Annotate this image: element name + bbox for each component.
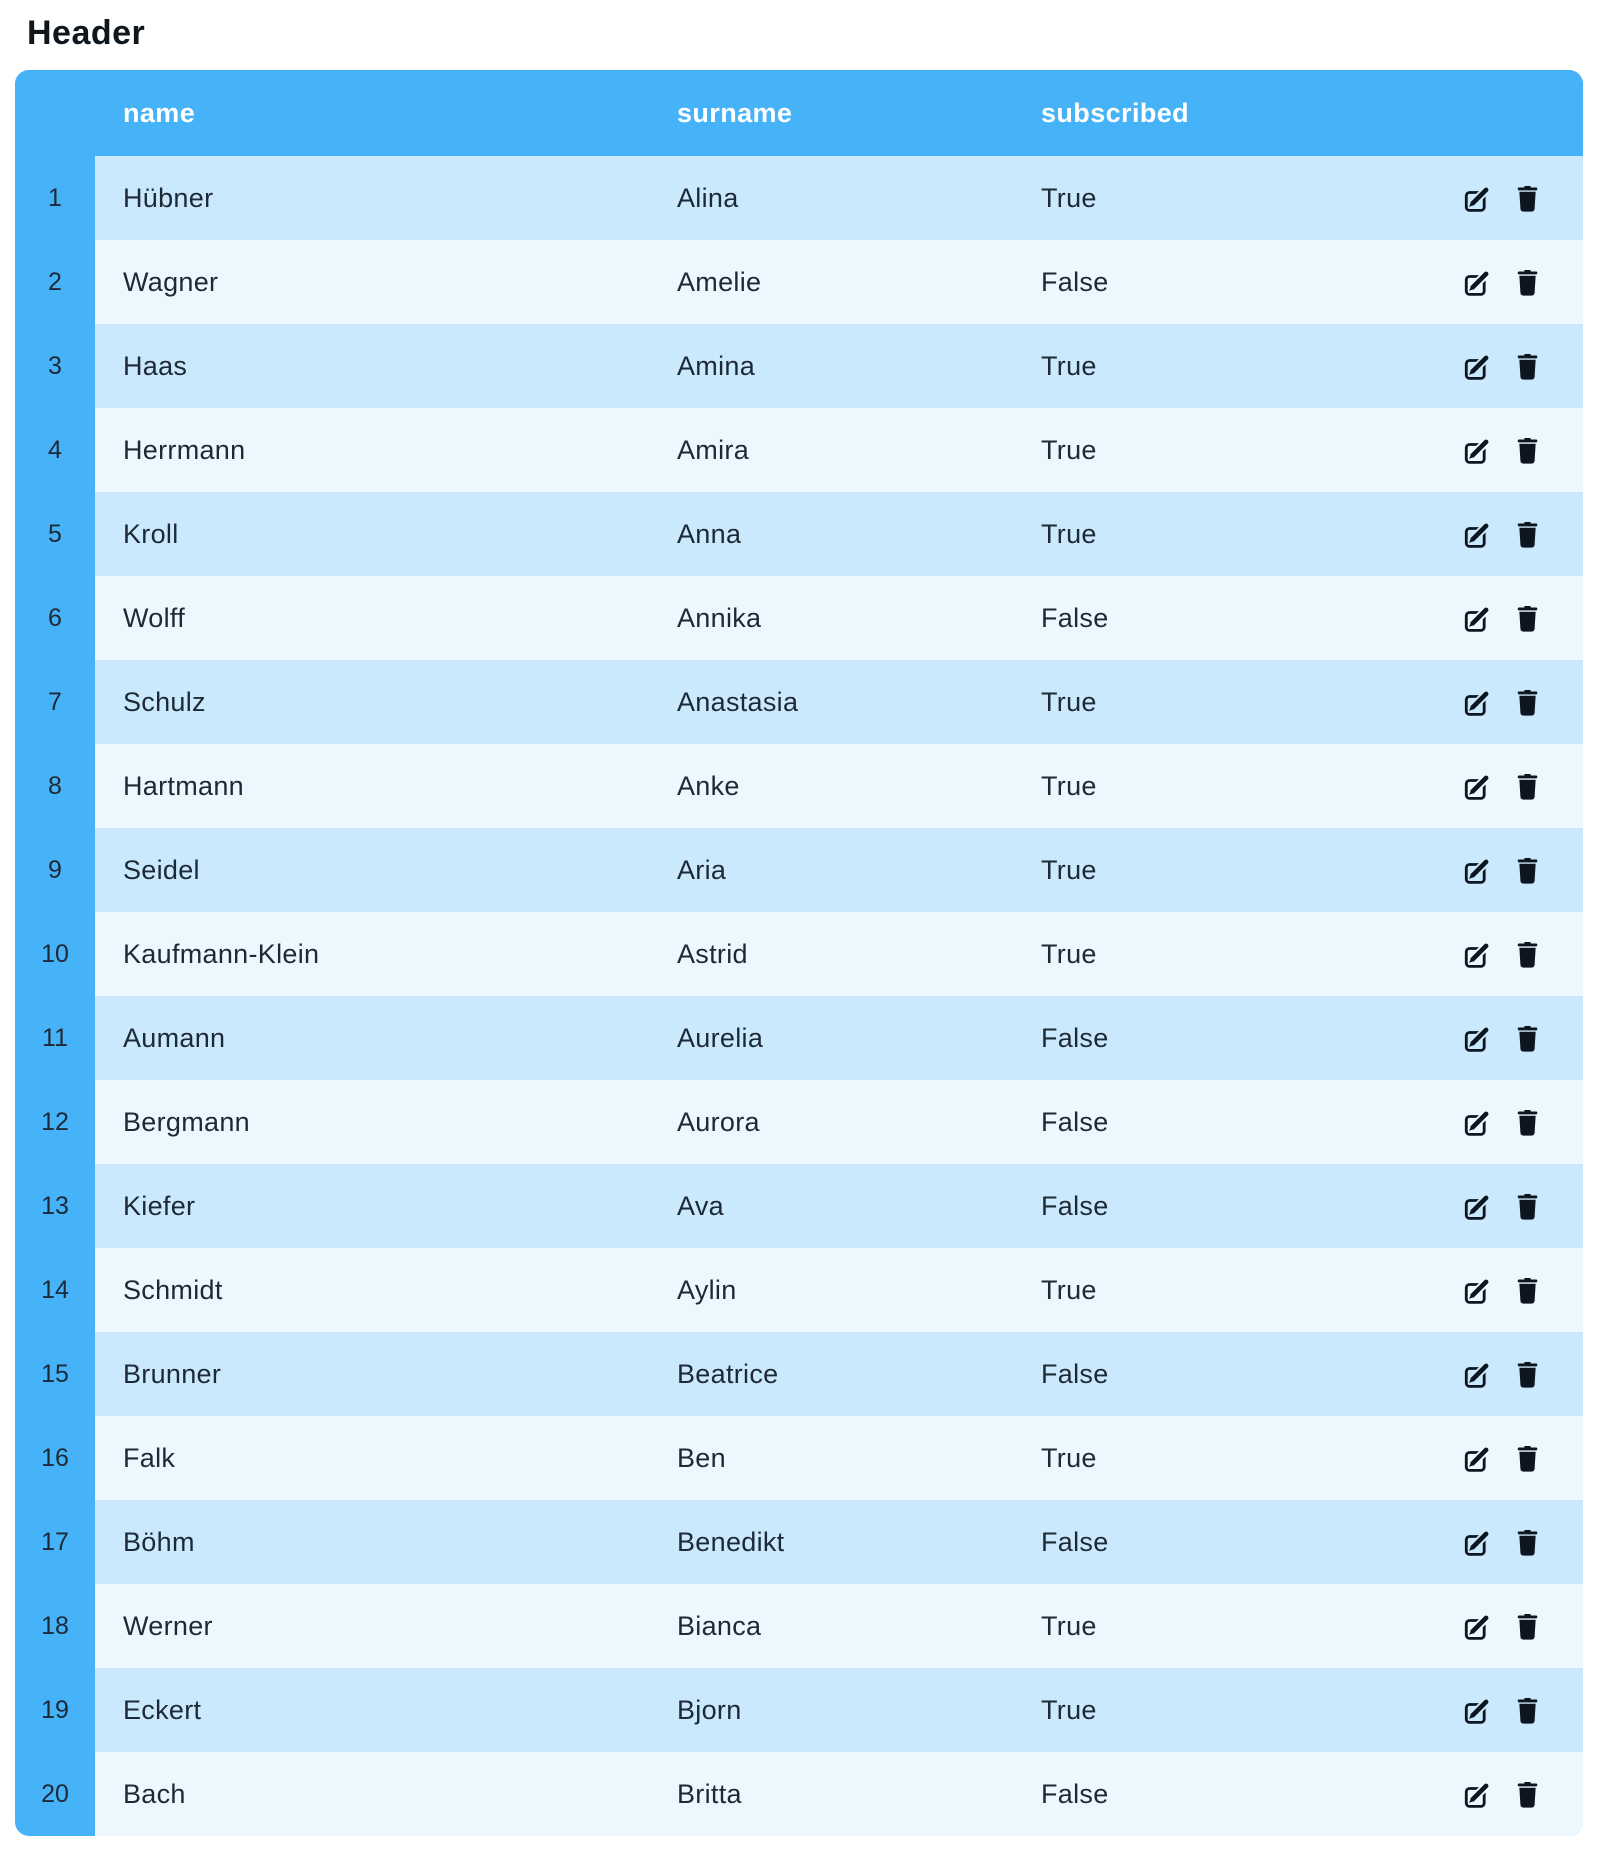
edit-button[interactable] bbox=[1463, 1360, 1492, 1389]
row-actions bbox=[1439, 1584, 1583, 1668]
row-body bbox=[95, 1752, 1583, 1836]
edit-button[interactable] bbox=[1463, 520, 1492, 549]
cell-surname: Aria bbox=[677, 854, 727, 885]
cell-subscribed: True bbox=[1041, 1694, 1097, 1725]
row-actions bbox=[1439, 324, 1583, 408]
row-body bbox=[95, 324, 1583, 408]
edit-icon bbox=[1463, 1276, 1492, 1305]
delete-button[interactable] bbox=[1514, 856, 1541, 885]
cell-subscribed: True bbox=[1041, 1610, 1097, 1641]
table-row bbox=[15, 492, 1583, 576]
edit-icon bbox=[1463, 436, 1492, 465]
row-actions bbox=[1439, 408, 1583, 492]
delete-button[interactable] bbox=[1514, 1696, 1541, 1725]
trash-icon bbox=[1514, 268, 1541, 297]
column-header-subscribed: subscribed bbox=[1041, 97, 1190, 128]
row-actions bbox=[1439, 156, 1583, 240]
delete-button[interactable] bbox=[1514, 436, 1541, 465]
cell-subscribed: True bbox=[1041, 854, 1097, 885]
edit-icon bbox=[1463, 1360, 1492, 1389]
trash-icon bbox=[1514, 1780, 1541, 1809]
edit-button[interactable] bbox=[1463, 1696, 1492, 1725]
cell-surname: Bjorn bbox=[677, 1694, 742, 1725]
edit-icon bbox=[1463, 688, 1492, 717]
row-number: 3 bbox=[48, 351, 62, 380]
cell-surname: Anna bbox=[677, 518, 742, 549]
edit-button[interactable] bbox=[1463, 352, 1492, 381]
edit-button[interactable] bbox=[1463, 268, 1492, 297]
cell-name: Falk bbox=[123, 1442, 176, 1473]
cell-subscribed: False bbox=[1041, 1778, 1109, 1809]
trash-icon bbox=[1514, 1360, 1541, 1389]
cell-subscribed: False bbox=[1041, 1358, 1109, 1389]
trash-icon bbox=[1514, 1444, 1541, 1473]
delete-button[interactable] bbox=[1514, 1528, 1541, 1557]
page-title: Header bbox=[27, 14, 146, 52]
row-number: 10 bbox=[41, 939, 69, 968]
row-body bbox=[95, 1248, 1583, 1332]
cell-name: Schmidt bbox=[123, 1274, 223, 1305]
table-row bbox=[15, 1416, 1583, 1500]
cell-subscribed: False bbox=[1041, 602, 1109, 633]
row-number: 6 bbox=[48, 603, 62, 632]
row-body bbox=[95, 1080, 1583, 1164]
cell-name: Haas bbox=[123, 350, 188, 381]
cell-surname: Amelie bbox=[677, 266, 762, 297]
cell-name: Kaufmann-Klein bbox=[123, 938, 320, 969]
row-number: 19 bbox=[41, 1695, 69, 1724]
row-body bbox=[95, 828, 1583, 912]
table-row bbox=[15, 156, 1583, 240]
column-header-name: name bbox=[123, 97, 196, 128]
delete-button[interactable] bbox=[1514, 1780, 1541, 1809]
table-row bbox=[15, 660, 1583, 744]
row-number: 2 bbox=[48, 267, 62, 296]
row-number: 14 bbox=[41, 1275, 69, 1304]
edit-button[interactable] bbox=[1463, 940, 1492, 969]
cell-surname: Amira bbox=[677, 434, 750, 465]
row-actions bbox=[1439, 828, 1583, 912]
delete-button[interactable] bbox=[1514, 940, 1541, 969]
trash-icon bbox=[1514, 184, 1541, 213]
row-body bbox=[95, 156, 1583, 240]
edit-button[interactable] bbox=[1463, 184, 1492, 213]
row-number: 1 bbox=[48, 183, 62, 212]
cell-name: Eckert bbox=[123, 1694, 202, 1725]
cell-surname: Ava bbox=[677, 1190, 724, 1221]
cell-name: Brunner bbox=[123, 1358, 222, 1389]
cell-name: Böhm bbox=[123, 1526, 195, 1557]
table-row bbox=[15, 1584, 1583, 1668]
cell-name: Herrmann bbox=[123, 434, 246, 465]
trash-icon bbox=[1514, 772, 1541, 801]
cell-surname: Benedikt bbox=[677, 1526, 785, 1557]
cell-name: Hartmann bbox=[123, 770, 244, 801]
row-actions bbox=[1439, 912, 1583, 996]
cell-surname: Anke bbox=[677, 770, 740, 801]
row-number: 11 bbox=[42, 1023, 68, 1052]
edit-icon bbox=[1463, 1024, 1492, 1053]
row-number: 17 bbox=[41, 1527, 69, 1556]
cell-surname: Ben bbox=[677, 1442, 726, 1473]
trash-icon bbox=[1514, 352, 1541, 381]
row-actions bbox=[1439, 1752, 1583, 1836]
row-body bbox=[95, 912, 1583, 996]
row-number: 18 bbox=[41, 1611, 69, 1640]
cell-name: Bach bbox=[123, 1778, 186, 1809]
table-row bbox=[15, 1164, 1583, 1248]
cell-surname: Anastasia bbox=[677, 686, 799, 717]
delete-button[interactable] bbox=[1514, 604, 1541, 633]
trash-icon bbox=[1514, 1108, 1541, 1137]
cell-name: Wagner bbox=[123, 266, 219, 297]
row-body bbox=[95, 1164, 1583, 1248]
edit-button[interactable] bbox=[1463, 1444, 1492, 1473]
row-actions bbox=[1439, 996, 1583, 1080]
cell-subscribed: False bbox=[1041, 1526, 1109, 1557]
cell-name: Aumann bbox=[123, 1022, 226, 1053]
row-actions bbox=[1439, 576, 1583, 660]
delete-button[interactable] bbox=[1514, 352, 1541, 381]
trash-icon bbox=[1514, 1192, 1541, 1221]
row-actions bbox=[1439, 1164, 1583, 1248]
cell-subscribed: True bbox=[1041, 182, 1097, 213]
cell-surname: Amina bbox=[677, 350, 756, 381]
row-actions bbox=[1439, 1248, 1583, 1332]
cell-surname: Bianca bbox=[677, 1610, 762, 1641]
delete-button[interactable] bbox=[1514, 1276, 1541, 1305]
cell-subscribed: True bbox=[1041, 1274, 1097, 1305]
edit-button[interactable] bbox=[1463, 856, 1492, 885]
row-body bbox=[95, 492, 1583, 576]
trash-icon bbox=[1514, 1024, 1541, 1053]
table-row bbox=[15, 828, 1583, 912]
row-number: 20 bbox=[41, 1779, 69, 1808]
table-row bbox=[15, 576, 1583, 660]
row-number: 15 bbox=[41, 1359, 69, 1388]
delete-button[interactable] bbox=[1514, 1108, 1541, 1137]
row-number: 12 bbox=[41, 1107, 69, 1136]
row-body bbox=[95, 576, 1583, 660]
table-header-row bbox=[15, 70, 1583, 156]
trash-icon bbox=[1514, 1612, 1541, 1641]
cell-subscribed: False bbox=[1041, 1190, 1109, 1221]
table-row bbox=[15, 1248, 1583, 1332]
edit-icon bbox=[1463, 856, 1492, 885]
trash-icon bbox=[1514, 856, 1541, 885]
row-body bbox=[95, 1332, 1583, 1416]
edit-icon bbox=[1463, 604, 1492, 633]
row-actions bbox=[1439, 744, 1583, 828]
row-number: 9 bbox=[48, 855, 62, 884]
table-row bbox=[15, 1500, 1583, 1584]
cell-surname: Aurora bbox=[677, 1106, 760, 1137]
cell-surname: Annika bbox=[677, 602, 762, 633]
edit-icon bbox=[1463, 1444, 1492, 1473]
trash-icon bbox=[1514, 604, 1541, 633]
edit-button[interactable] bbox=[1463, 1024, 1492, 1053]
cell-name: Kiefer bbox=[123, 1190, 196, 1221]
cell-subscribed: True bbox=[1041, 518, 1097, 549]
edit-button[interactable] bbox=[1463, 1276, 1492, 1305]
cell-subscribed: True bbox=[1041, 686, 1097, 717]
row-actions bbox=[1439, 1332, 1583, 1416]
delete-button[interactable] bbox=[1514, 1360, 1541, 1389]
cell-surname: Beatrice bbox=[677, 1358, 779, 1389]
cell-surname: Britta bbox=[677, 1778, 742, 1809]
table-row bbox=[15, 324, 1583, 408]
cell-subscribed: True bbox=[1041, 434, 1097, 465]
delete-button[interactable] bbox=[1514, 1024, 1541, 1053]
trash-icon bbox=[1514, 1696, 1541, 1725]
row-body bbox=[95, 1668, 1583, 1752]
edit-button[interactable] bbox=[1463, 1528, 1492, 1557]
edit-button[interactable] bbox=[1463, 1612, 1492, 1641]
cell-surname: Aylin bbox=[677, 1274, 737, 1305]
edit-button[interactable] bbox=[1463, 772, 1492, 801]
cell-surname: Alina bbox=[677, 182, 739, 213]
cell-surname: Astrid bbox=[677, 938, 748, 969]
edit-icon bbox=[1463, 1612, 1492, 1641]
row-number: 5 bbox=[48, 519, 62, 548]
row-body bbox=[95, 744, 1583, 828]
delete-button[interactable] bbox=[1514, 1612, 1541, 1641]
delete-button[interactable] bbox=[1514, 1444, 1541, 1473]
edit-icon bbox=[1463, 520, 1492, 549]
edit-button[interactable] bbox=[1463, 1192, 1492, 1221]
trash-icon bbox=[1514, 520, 1541, 549]
row-number: 7 bbox=[48, 687, 62, 716]
cell-subscribed: True bbox=[1041, 938, 1097, 969]
edit-button[interactable] bbox=[1463, 1108, 1492, 1137]
row-actions bbox=[1439, 1668, 1583, 1752]
edit-icon bbox=[1463, 184, 1492, 213]
edit-icon bbox=[1463, 1192, 1492, 1221]
edit-button[interactable] bbox=[1463, 604, 1492, 633]
row-body bbox=[95, 240, 1583, 324]
cell-subscribed: False bbox=[1041, 1022, 1109, 1053]
cell-name: Werner bbox=[123, 1610, 213, 1641]
edit-icon bbox=[1463, 1696, 1492, 1725]
row-body bbox=[95, 660, 1583, 744]
row-body bbox=[95, 1584, 1583, 1668]
edit-icon bbox=[1463, 772, 1492, 801]
cell-name: Schulz bbox=[123, 686, 206, 717]
row-actions bbox=[1439, 1080, 1583, 1164]
cell-name: Wolff bbox=[123, 602, 186, 633]
row-number: 16 bbox=[41, 1443, 69, 1472]
row-actions bbox=[1439, 240, 1583, 324]
row-actions bbox=[1439, 1500, 1583, 1584]
cell-name: Hübner bbox=[123, 182, 214, 213]
trash-icon bbox=[1514, 1528, 1541, 1557]
cell-name: Seidel bbox=[123, 854, 200, 885]
row-actions bbox=[1439, 660, 1583, 744]
delete-button[interactable] bbox=[1514, 520, 1541, 549]
table-row bbox=[15, 912, 1583, 996]
edit-icon bbox=[1463, 940, 1492, 969]
row-body bbox=[95, 996, 1583, 1080]
row-body bbox=[95, 1416, 1583, 1500]
trash-icon bbox=[1514, 436, 1541, 465]
table-row bbox=[15, 408, 1583, 492]
table-row bbox=[15, 1668, 1583, 1752]
cell-surname: Aurelia bbox=[677, 1022, 764, 1053]
edit-icon bbox=[1463, 352, 1492, 381]
trash-icon bbox=[1514, 940, 1541, 969]
delete-button[interactable] bbox=[1514, 772, 1541, 801]
row-number: 4 bbox=[48, 435, 62, 464]
row-actions bbox=[1439, 1416, 1583, 1500]
edit-icon bbox=[1463, 1108, 1492, 1137]
edit-button[interactable] bbox=[1463, 1780, 1492, 1809]
column-header-surname: surname bbox=[677, 97, 793, 128]
table-row bbox=[15, 1080, 1583, 1164]
delete-button[interactable] bbox=[1514, 1192, 1541, 1221]
table-row bbox=[15, 1332, 1583, 1416]
cell-subscribed: True bbox=[1041, 1442, 1097, 1473]
cell-subscribed: False bbox=[1041, 266, 1109, 297]
table-row bbox=[15, 744, 1583, 828]
table-row bbox=[15, 240, 1583, 324]
delete-button[interactable] bbox=[1514, 688, 1541, 717]
delete-button[interactable] bbox=[1514, 184, 1541, 213]
edit-icon bbox=[1463, 1780, 1492, 1809]
table-body bbox=[15, 156, 1583, 1836]
table-row bbox=[15, 996, 1583, 1080]
trash-icon bbox=[1514, 688, 1541, 717]
row-body bbox=[95, 1500, 1583, 1584]
edit-icon bbox=[1463, 1528, 1492, 1557]
cell-name: Kroll bbox=[123, 518, 179, 549]
row-body bbox=[95, 408, 1583, 492]
trash-icon bbox=[1514, 1276, 1541, 1305]
edit-button[interactable] bbox=[1463, 688, 1492, 717]
data-table bbox=[15, 70, 1583, 1836]
edit-icon bbox=[1463, 268, 1492, 297]
delete-button[interactable] bbox=[1514, 268, 1541, 297]
row-actions bbox=[1439, 492, 1583, 576]
cell-subscribed: False bbox=[1041, 1106, 1109, 1137]
cell-name: Bergmann bbox=[123, 1106, 250, 1137]
edit-button[interactable] bbox=[1463, 436, 1492, 465]
cell-subscribed: True bbox=[1041, 350, 1097, 381]
row-number: 8 bbox=[48, 771, 62, 800]
cell-subscribed: True bbox=[1041, 770, 1097, 801]
table-row bbox=[15, 1752, 1583, 1836]
row-number: 13 bbox=[41, 1191, 69, 1220]
